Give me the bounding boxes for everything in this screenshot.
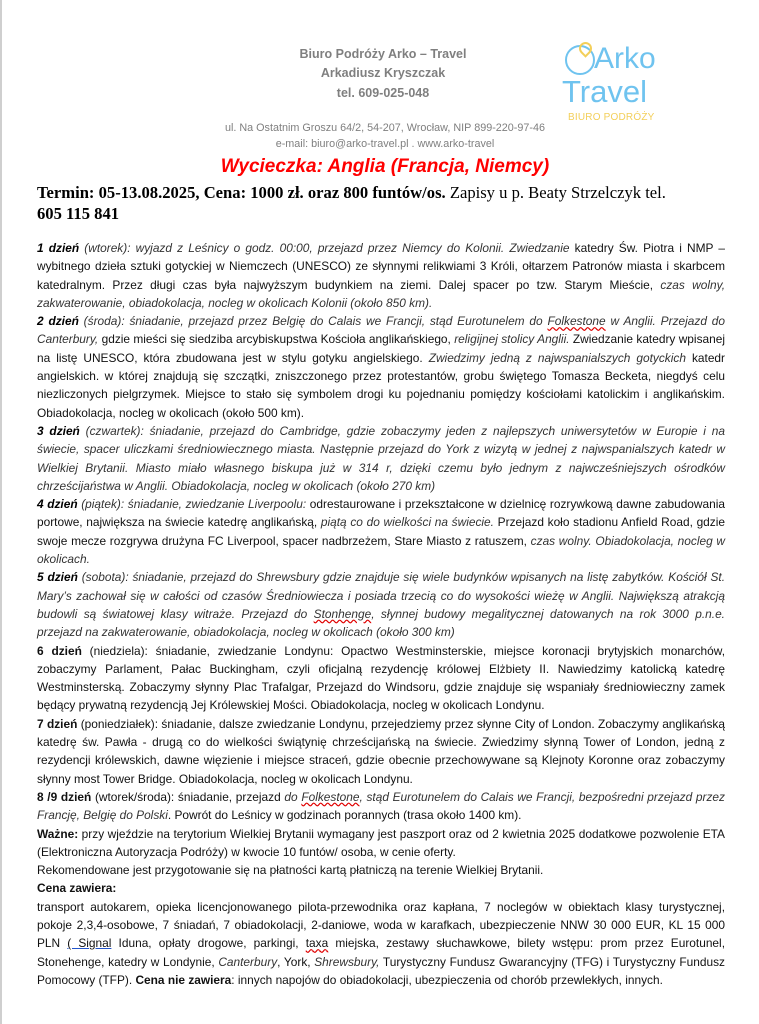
arko-travel-logo (562, 42, 672, 132)
paragraph-text: odrestaurowane i przekształcone w dzielnicę rozrywkową dawne zabudowania portowe, największa na świecie katedrę anglikańską, (37, 497, 725, 530)
itinerary-paragraph (37, 312, 725, 422)
paragraph-text: piątą co do wielkości na świecie. (320, 515, 494, 530)
paragraph-text: Turystyczny Fundusz Gwarancyjny (TFG) i Turystyczny Fundusz Pomocowy (TFP). (37, 954, 726, 987)
itinerary-paragraph (37, 715, 725, 788)
itinerary-paragraph (37, 422, 725, 495)
itinerary-paragraph (37, 642, 725, 715)
logo-text-biuro: BIURO PODRÓŻY (568, 112, 655, 123)
paragraph-text: czas wolny. Obiadokolacja, nocleg w okolicach. (37, 533, 725, 567)
paragraph-text: (poniedziałek): śniadanie, dalsze zwiedzanie Londynu, przejedziemy przez słynne City of London. Zobaczymy anglikańską katedrę św. Pawła - drugą co do wielkości świątynię chrześcijańską na świecie. Zwiedzimy słynną Tower of London, jedną z rezydencji królewskich, dawne więzienie i miejsce straceń, gdzie obecnie przechowywane są Klejnoty Koronne oraz zobaczymy słynny most Tower Bridge. Obiadokolacja, nocleg w okolicach Londynu. (37, 716, 725, 786)
logo-text-travel: Travel (562, 74, 647, 109)
itinerary-paragraph (37, 788, 725, 825)
paragraph-text: transport autokarem, opieka licencjonowanego pilota-przewodnika oraz kapłana, 7 noclegów w obiektach klasy turystycznej, pokoje 2,3,4-osobowe, 7 śniadań, 7 obiadokolacji, 2-daniowe, woda w karafkach, ubezpieczenie NNW 30 000 EUR, KL 15 000 PLN (37, 899, 725, 951)
paragraph-text: , stąd Eurotunelem do Calais we Francji, bezpośredni przejazd przez Francję, Belgię do Polski (37, 789, 725, 823)
itinerary-paragraph (37, 861, 725, 879)
paragraph-text: , słynnej budowy megalitycznej datowanych na rok 3000 p.n.e. przejazd na zakwaterowanie, obiadokolacja, nocleg w okolicach (około 300 km) (37, 606, 725, 640)
paragraph-text: Zwiedzanie katedry wpisanej na listę UNESCO, która zbudowana jest w stylu gotyku angielskiego. (37, 332, 725, 365)
trip-title: Wycieczka: Anglia (Francja, Niemcy) (220, 156, 550, 177)
paragraph-text: w Anglii. Przejazd do Canterbury, (37, 314, 726, 347)
company-contact: e-mail: biuro@arko-travel.pl . www.arko-travel (275, 138, 495, 150)
paragraph-text: (sobota): śniadanie, przejazd do Shrewsbury gdzie znajduje się wiele budynków wpisanych na listę zabytków. Kościół St. Mary’s zachował się w całości od czasów Średniowiecza i posiada trzecią co do wysokości wieżę w Anglii. Największą atrakcją budowli są światowej klasy witraże. Przejazd do (37, 570, 725, 621)
paragraph-heading: 5 dzień (37, 570, 78, 585)
company-name: Biuro Podróży Arko – Travel (299, 47, 467, 61)
paragraph-text: Folkestone (301, 789, 360, 804)
trip-terms (37, 182, 727, 224)
paragraph-text: (niedziela): śniadanie, zwiedzanie Londynu: Opactwo Westminsterskie, miejsce koronacji brytyjskich monarchów, zobaczymy Parlament, Pałac Buckingham, czyli oficjalną rezydencję królowej Elżbiety II. Nawiedzimy katolicką katedrę Westminsterską. Zobaczymy słynny Plac Trafalgar, Przejazd do Windsoru, gdzie znajduje się wspaniały średniowieczny zamek będący prywatną rezydencją Jej Królewskiej Mości. Obiadokolacja, nocleg w okolicach Londynu. (37, 643, 725, 713)
page-edge (0, 0, 2, 1024)
paragraph-text: taxa (305, 936, 329, 951)
paragraph-text: Folkestone (547, 314, 606, 329)
terms-phone: 605 115 841 (37, 204, 120, 223)
itinerary-paragraph (37, 879, 725, 897)
company-address: ul. Na Ostatnim Groszu 64/2, 54-207, Wrocław, NIP 899-220-97-46 (224, 122, 546, 134)
paragraph-text: do (284, 789, 302, 804)
itinerary-paragraph (37, 825, 725, 862)
paragraph-text: (wtorek/środa): śniadanie, przejazd (91, 789, 285, 804)
paragraph-heading: 1 dzień (37, 241, 80, 255)
paragraph-text: Rekomendowane jest przygotowanie się na płatności kartą płatniczą na terenie Wielkiej Brytanii. (37, 863, 544, 878)
paragraph-text: religijnej stolicy Anglii. (454, 332, 570, 347)
paragraph-text: Zwiedzimy jedną z najwspanialszych gotyckich (428, 350, 686, 365)
logo-text-arko: Arko (594, 42, 656, 75)
paragraph-text: (wtorek): wyjazd z Leśnicy o godz. 00:00, przejazd przez Niemcy do Kolonii. Zwiedzanie (79, 241, 570, 255)
paragraph-text: (środa): śniadanie, przejazd przez Belgię do Calais we Francji, stąd Eurotunelem do (78, 314, 548, 329)
paragraph-text: katedry Św. Piotra i NMP – wybitnego dzieła sztuki gotyckiej w Niemczech (UNESCO) ze słynnymi relikwiami 3 Króli, ołtarzem Patronów miasta i skarbcem katedralnym. Przez długi czas była najwyższym budynkiem na ziemi. Dalej spacer po tzw. Starym Mieście, (37, 241, 725, 292)
paragraph-text: katedr angielskich. w której znajdują się szczątki, zniszczonego przez protestantów, grobu świętego Tomasza Becketa, niegdyś celu niezliczonych pielgrzymek. Miejsce to stało się symbolem drogi ku pojednaniu pomiędzy kościołami katolickim i anglikańskim. Obiadokolacja, nocleg w okolicach (około 500 km). (37, 350, 726, 420)
paragraph-text: czas wolny, zakwaterowanie, obiadokolacja, nocleg w okolicach Kolonii (około 850 km). (37, 277, 726, 310)
paragraph-text: ( Signal (67, 936, 112, 951)
paragraph-heading: 2 dzień (37, 314, 79, 329)
paragraph-text: , York, (277, 954, 315, 969)
owner-name (180, 66, 586, 80)
paragraph-heading: 8 /9 dzień (37, 789, 92, 804)
owner-name-text: Arkadiusz Kryszczak (320, 66, 446, 80)
paragraph-text: przy wjeździe na terytorium Wielkiej Brytanii wymagany jest paszport oraz od 2 kwietnia 2025 dodatkowe pozwolenie ETA (Elektroniczna Autoryzacja Podróży) w kwocie 10 funtów/ osoba, w cenie oferty. (37, 826, 725, 859)
paragraph-text: : innych napojów do obiadokolacji, ubezpieczenia od chorób przewlekłych, innych. (231, 972, 663, 987)
paragraph-heading: Cena zawiera: (37, 881, 117, 896)
paragraph-text: . Powrót do Leśnicy w godzinach porannych (trasa około 1400 km). (167, 808, 522, 823)
paragraph-text: gdzie mieści się siedziba arcybiskupstwa Kościoła anglikańskiego, (98, 332, 455, 347)
paragraph-heading: 4 dzień (37, 497, 78, 512)
itinerary-paragraph (37, 495, 725, 568)
paragraph-text: Shrewsbury, (314, 954, 380, 969)
paragraph-text: miejska, zestawy słuchawkowe, bilety wstępu: prom przez Eurotunel, Stonehenge, katedry w Londynie, (37, 936, 725, 969)
paragraph-heading: 7 dzień (37, 716, 78, 731)
terms-dates-price: Termin: 05-13.08.2025, Cena: 1000 zł. oraz 800 funtów/os. (37, 183, 446, 202)
paragraph-heading: 3 dzień (37, 423, 80, 438)
paragraph-heading: Ważne: (37, 826, 79, 841)
paragraph-text: Cena nie zawiera (135, 972, 232, 987)
paragraph-text: Przejazd koło stadionu Anfield Road, gdzie swoje mecze rozgrywa drużyna FC Liverpool, spacer nadbrzeżem, Stare Miasto z ratuszem, (37, 515, 725, 548)
paragraph-text: Stonhenge (313, 606, 372, 621)
itinerary-paragraph (37, 568, 725, 641)
company-phone: tel. 609-025-048 (336, 86, 430, 100)
paragraph-text: (piątek): śniadanie, zwiedzanie Liverpoolu: (77, 497, 307, 512)
itinerary-paragraph (37, 239, 725, 312)
paragraph-text: Canterbury (218, 954, 278, 969)
itinerary-paragraph (37, 898, 725, 989)
itinerary-body (37, 239, 725, 989)
paragraph-text: Iduna, opłaty drogowe, parkingi, (111, 936, 306, 951)
paragraph-heading: 6 dzień (37, 643, 82, 658)
terms-signup: Zapisy u p. Beaty Strzelczyk tel. (445, 183, 666, 202)
paragraph-text: (czwartek): śniadanie, przejazd do Cambridge, gdzie zobaczymy jeden z najlepszych uniwersytetów w Europie i na świecie, spacer uliczkami średniowiecznego miasta. Następnie przejazd do York z wizytą w jednej z najwspanialszych katedr w Wielkiej Brytanii. Miasto miało własnego biskupa już w 314 r, dzięki czemu było jednym z najwcześniejszych ośrodków chrześcijaństwa w Anglii. Obiadokolacja, nocleg w okolicach (około 270 km) (37, 423, 725, 493)
